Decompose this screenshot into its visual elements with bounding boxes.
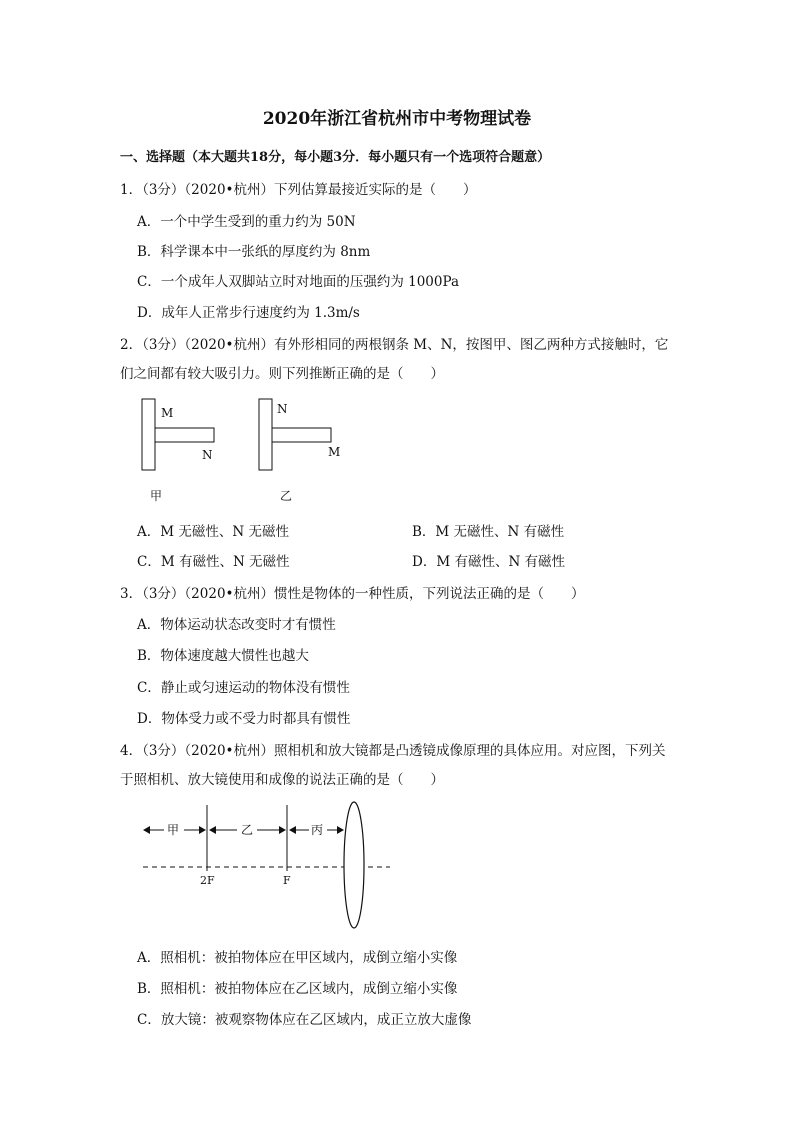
question-4-stem-line1: 4．（3分）（2020•杭州）照相机和放大镜都是凸透镜成像原理的具体应用。对应图，下列关 [120, 743, 666, 759]
region-yi-label: 乙 [241, 823, 254, 837]
arrowhead-right-1 [199, 826, 206, 834]
question-3-option-d: D．物体受力或不受力时都具有惯性 [137, 711, 351, 727]
region-jia-label: 甲 [167, 823, 180, 837]
question-3-option-c: C．静止或匀速运动的物体没有惯性 [137, 680, 350, 696]
arrowhead-left-3 [289, 826, 296, 834]
question-1-option-b: B．科学课本中一张纸的厚度约为 8nm [137, 244, 371, 260]
question-4-stem-line2: 于照相机、放大镜使用和成像的说法正确的是（ ） [120, 772, 444, 788]
left-caption: 甲 [150, 489, 163, 503]
question-3-option-a: A．物体运动状态改变时才有惯性 [137, 617, 336, 633]
question-1-option-d: D．成年人正常步行速度约为 1.3m/s [137, 305, 360, 321]
right-caption: 乙 [280, 489, 293, 503]
question-4-option-c: C．放大镜：被观察物体应在乙区域内，成正立放大虚像 [137, 1012, 472, 1028]
convex-lens [344, 802, 364, 928]
question-4-option-a: A．照相机：被拍物体应在甲区域内，成倒立缩小实像 [137, 950, 458, 966]
arrowhead-right-3 [337, 826, 344, 834]
arrowhead-right-2 [279, 826, 286, 834]
left-top-label: M [161, 406, 174, 420]
right-top-label: N [277, 402, 288, 416]
left-bottom-label: N [202, 448, 213, 462]
right-bottom-label: M [328, 445, 341, 459]
arrowhead-left-1 [143, 826, 150, 834]
section-heading: 一、选择题（本大题共18分，每小题3分．每小题只有一个选项符合题意） [120, 150, 551, 165]
question-2-option-a: A．M 无磁性、N 无磁性 [137, 524, 289, 540]
question-1-option-a: A．一个中学生受到的重力约为 50N [137, 214, 356, 230]
question-3-option-b: B．物体速度越大惯性也越大 [137, 648, 309, 664]
question-1-option-c: C．一个成年人双脚站立时对地面的压强约为 1000Pa [137, 274, 460, 290]
region-bing-label: 丙 [311, 823, 324, 837]
arrowhead-left-2 [209, 826, 216, 834]
question-2-option-b: B．M 无磁性、N 有磁性 [412, 524, 565, 540]
question-1-stem: 1．（3分）（2020•杭州）下列估算最接近实际的是（ ） [120, 182, 477, 198]
page-title: 2020年浙江省杭州市中考物理试卷 [262, 109, 532, 129]
question-2-stem-line1: 2．（3分）（2020•杭州）有外形相同的两根钢条 M、N，按图甲、图乙两种方式接触时，它 [120, 337, 669, 353]
point-f-label: F [283, 874, 291, 887]
question-2-option-c: C．M 有磁性、N 无磁性 [137, 554, 290, 570]
point-2f-label: 2F [200, 874, 215, 887]
question-3-stem: 3．（3分）（2020•杭州）惯性是物体的一种性质，下列说法正确的是（ ） [120, 586, 585, 602]
question-4-option-b: B．照相机：被拍物体应在乙区域内，成倒立缩小实像 [137, 981, 458, 997]
question-2-stem-line2: 们之间都有较大吸引力。则下列推断正确的是（ ） [120, 366, 444, 382]
question-2-option-d: D．M 有磁性、N 有磁性 [412, 554, 566, 570]
